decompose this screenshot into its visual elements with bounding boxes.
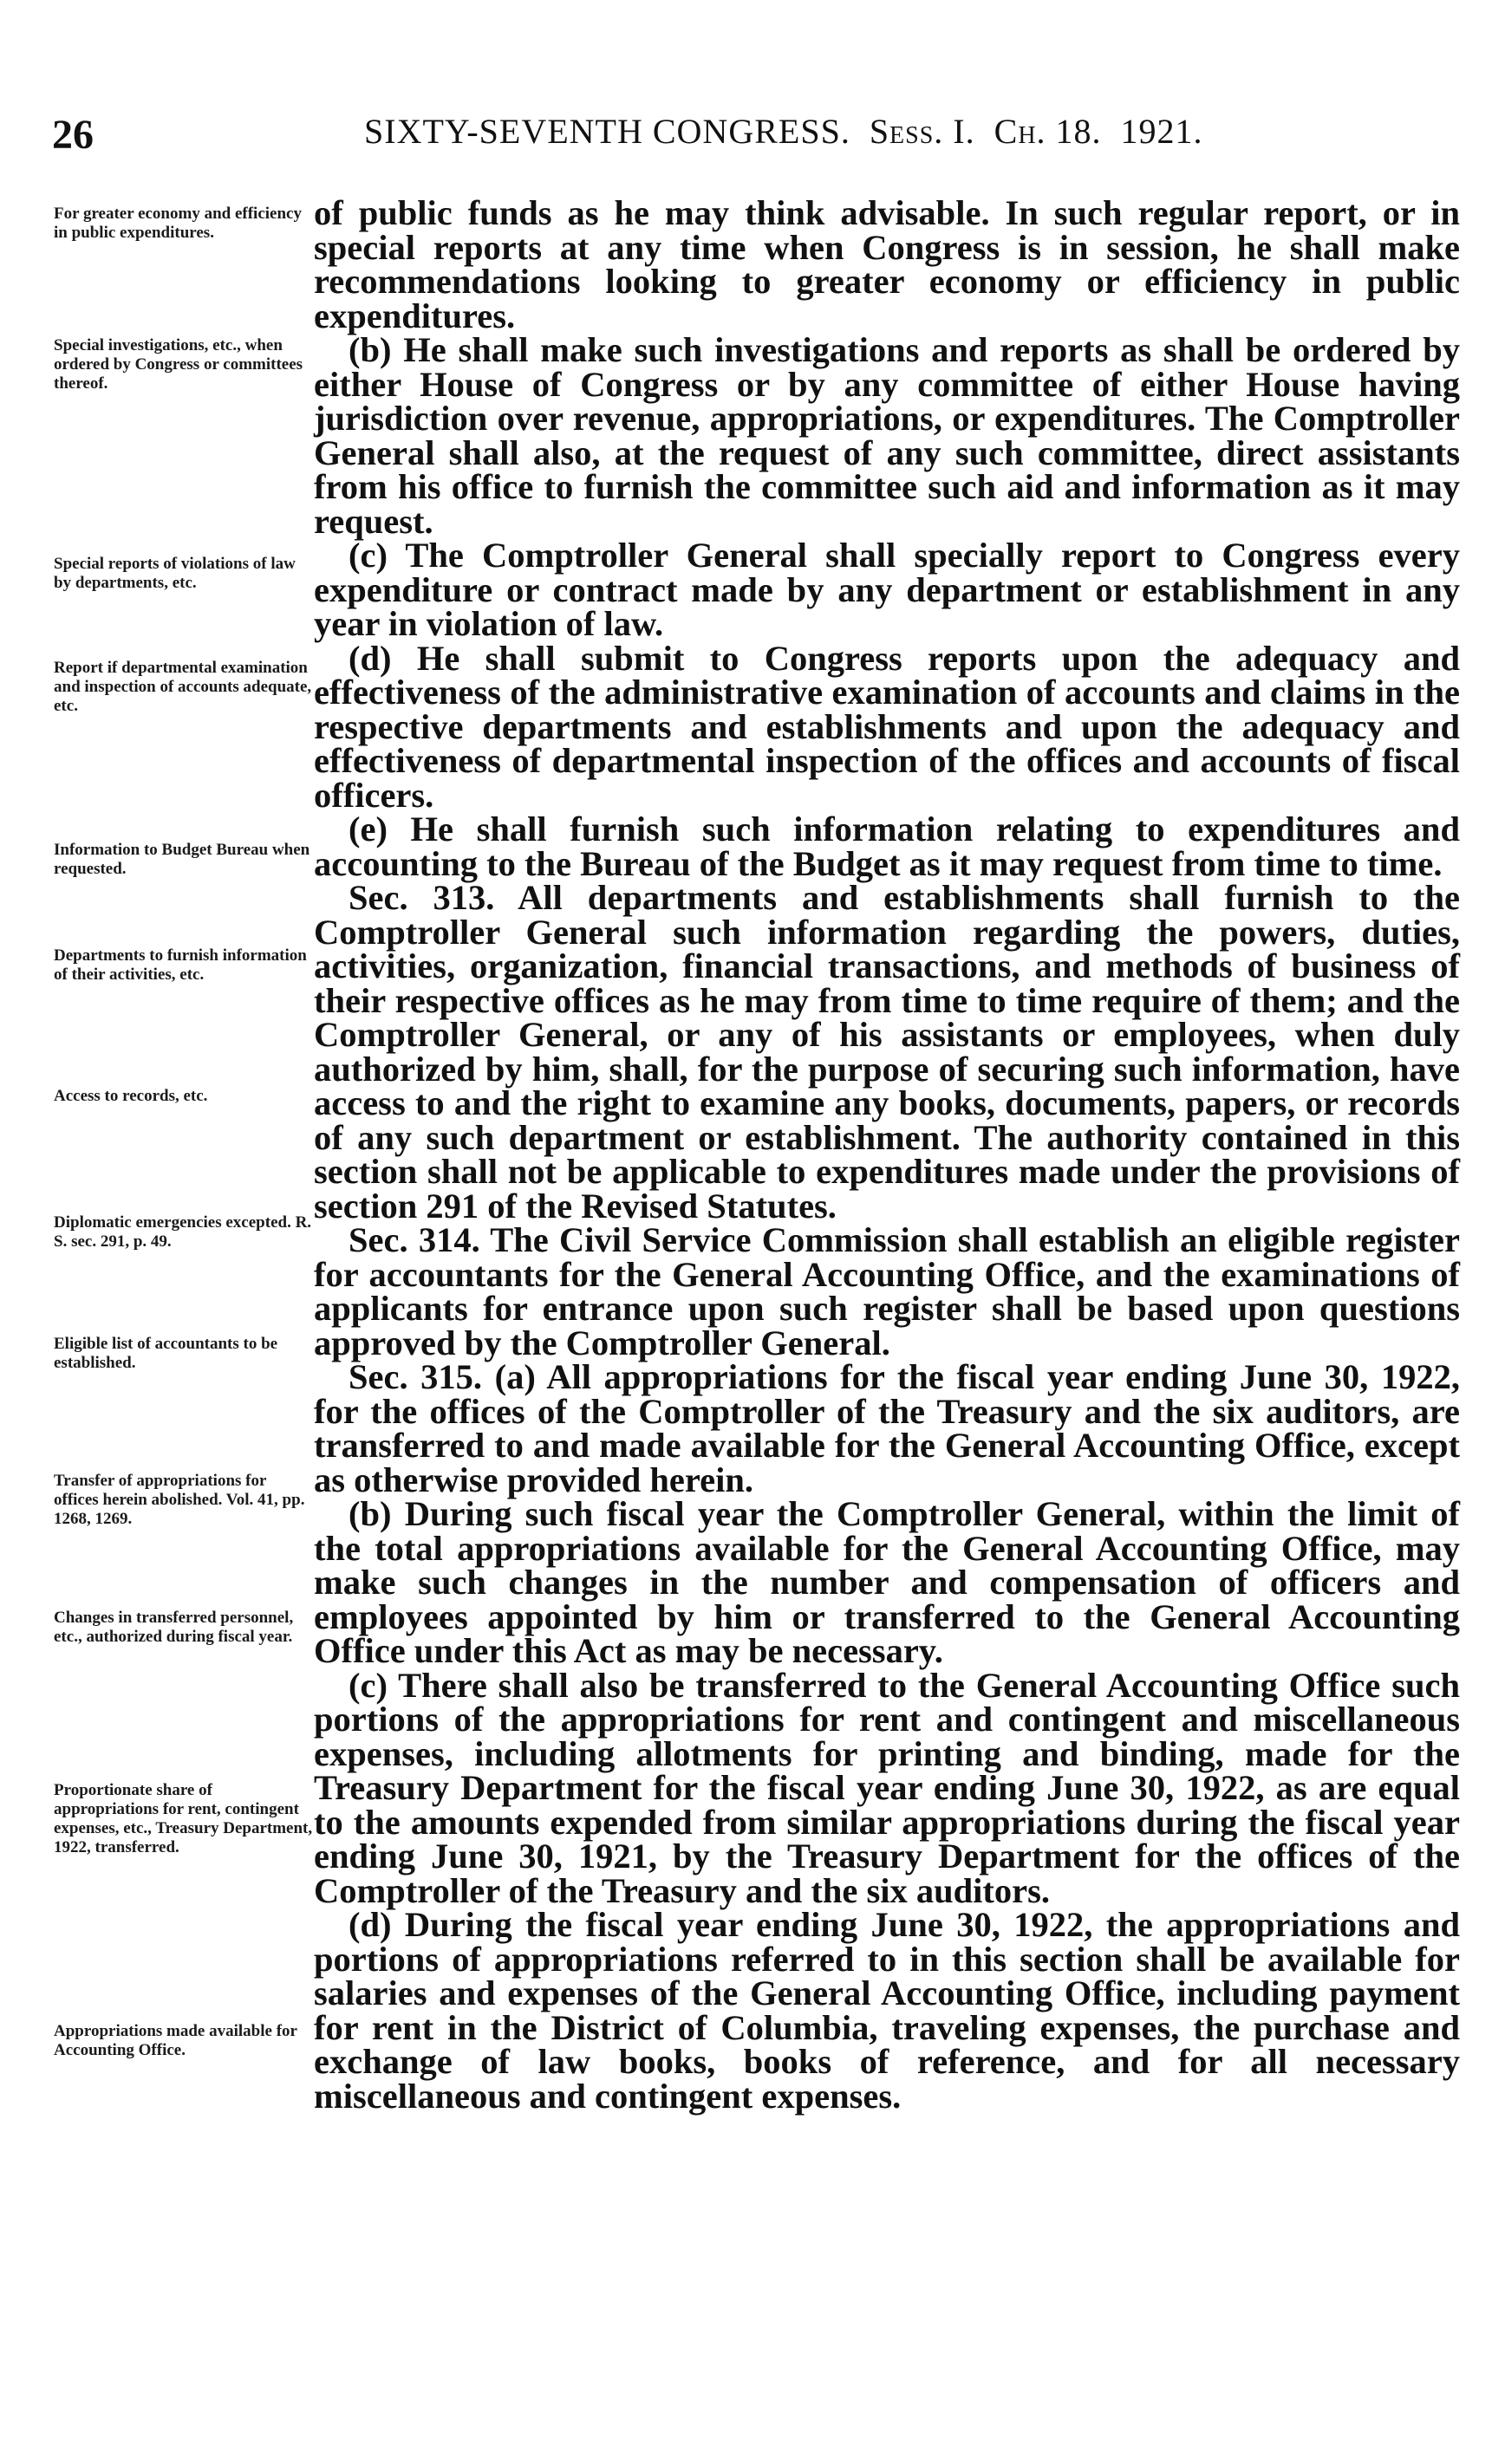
paragraph: (c) The Comptroller General shall specially report to Congress every expenditure or contract made by any department or establishment in any year in violation of law.: [314, 536, 1460, 643]
paragraph: of public funds as he may think advisable. In such regular report, or in special reports at any time when Congress is in session, he shall make recommendations looking to greater economy or efficiency in public expenditures.: [314, 193, 1460, 335]
paragraph: Sec. 315. (a) All appropriations for the fiscal year ending June 30, 1922, for the offices of the Comptroller of the Treasury and the six auditors, are transferred to and made available for the General Accounting Office, except as otherwise provided herein.: [314, 1357, 1460, 1499]
margin-note: Proportionate share of appropriations for rent, contingent expenses, etc., Treasury Department, 1922, transferred.: [54, 1781, 313, 1856]
paragraph: (c) There shall also be transferred to the General Accounting Office such portions of the appropriations for rent and contingent and miscellaneous expenses, including allotments for printing and binding, made for the Treasury Department for the fiscal year ending June 30, 1922, as are equal to the amounts expended from similar appropriations during the fiscal year ending June 30, 1921, by the Treasury Department for the offices of the Comptroller of the Treasury and the six auditors.: [314, 1665, 1460, 1910]
chapter-label: Ch. 18.: [994, 112, 1102, 151]
section-text: [314, 193, 1460, 2116]
paragraph: Sec. 313. All departments and establishments shall furnish to the Comptroller General such information regarding the powers, duties, activities, organization, financial transactions, and methods of business of their respective offices as he may from time to time require of them; and the Comptroller General, or any of his assistants or employees, when duly authorized by him, shall, for the purpose of securing such information, have access to and the right to examine any books, documents, papers, or records of any such department or establishment. The authority contained in this section shall not be applicable to expenditures made under the provisions of section 291 of the Revised Statutes.: [314, 878, 1460, 1225]
paragraph: (d) During the fiscal year ending June 30, 1922, the appropriations and portions of appropriations referred to in this section shall be available for salaries and expenses of the General Accounting Office, including payment for rent in the District of Columbia, traveling expenses, the purchase and exchange of law books, books of reference, and for all necessary miscellaneous and contingent expenses.: [314, 1905, 1460, 2116]
congress-title: SIXTY-SEVENTH CONGRESS.: [364, 112, 850, 151]
page-header: [52, 111, 1453, 163]
paragraph: (b) During such fiscal year the Comptroller General, within the limit of the total appropriations available for the General Accounting Office, may make such changes in the number and compensation of officers and employees appointed by him or transferred to the General Accounting Office under this Act as may be necessary.: [314, 1494, 1460, 1670]
paragraph: Sec. 314. The Civil Service Commission shall establish an eligible register for accountants for the General Accounting Office, and the examinations of applicants for entrance upon such register shall be based upon questions approved by the Comptroller General.: [314, 1220, 1460, 1362]
paragraph: (e) He shall furnish such information relating to expenditures and accounting to the Bureau of the Budget as it may request from time to time.: [314, 809, 1460, 883]
page-number: 26: [52, 112, 94, 158]
margin-note: Transfer of appropriations for offices herein abolished. Vol. 41, pp. 1268, 1269.: [54, 1472, 305, 1528]
margin-note: Changes in transferred personnel, etc., authorized during fiscal year.: [54, 1609, 294, 1646]
paragraph: (d) He shall submit to Congress reports upon the adequacy and effectiveness of the administrative examination of accounts and claims in the respective departments and establishments and upon the adequacy and effectiveness of departmental inspection of the offices and accounts of fiscal officers.: [314, 638, 1460, 815]
margin-note: Appropriations made available for Accounting Office.: [54, 2022, 297, 2059]
year-label: 1921.: [1120, 112, 1203, 151]
margin-note: Access to records, etc.: [54, 1087, 208, 1105]
session-label: Sess. I.: [869, 112, 975, 151]
margin-note: For greater economy and efficiency in public expenditures.: [54, 205, 302, 242]
margin-note: Special investigations, etc., when ordered by Congress or committees thereof.: [54, 336, 303, 393]
margin-note: Special reports of violations of law by departments, etc.: [54, 555, 296, 592]
margin-note: Diplomatic emergencies excepted. R. S. sec. 291, p. 49.: [54, 1213, 312, 1251]
running-head: [364, 111, 1203, 152]
margin-note: Eligible list of accountants to be established.: [54, 1335, 278, 1372]
margin-note: Information to Budget Bureau when requested.: [54, 841, 310, 878]
margin-note: Departments to furnish information of their activities, etc.: [54, 946, 307, 984]
margin-note: Report if departmental examination and inspection of accounts adequate, etc.: [54, 659, 312, 715]
paragraph: (b) He shall make such investigations and reports as shall be ordered by either House of Congress or by any committee of either House having jurisdiction over revenue, appropriations, or expenditures. The Comptroller General shall also, at the request of any such committee, direct assistants from his office to furnish the committee such aid and information as it may request.: [314, 330, 1460, 541]
